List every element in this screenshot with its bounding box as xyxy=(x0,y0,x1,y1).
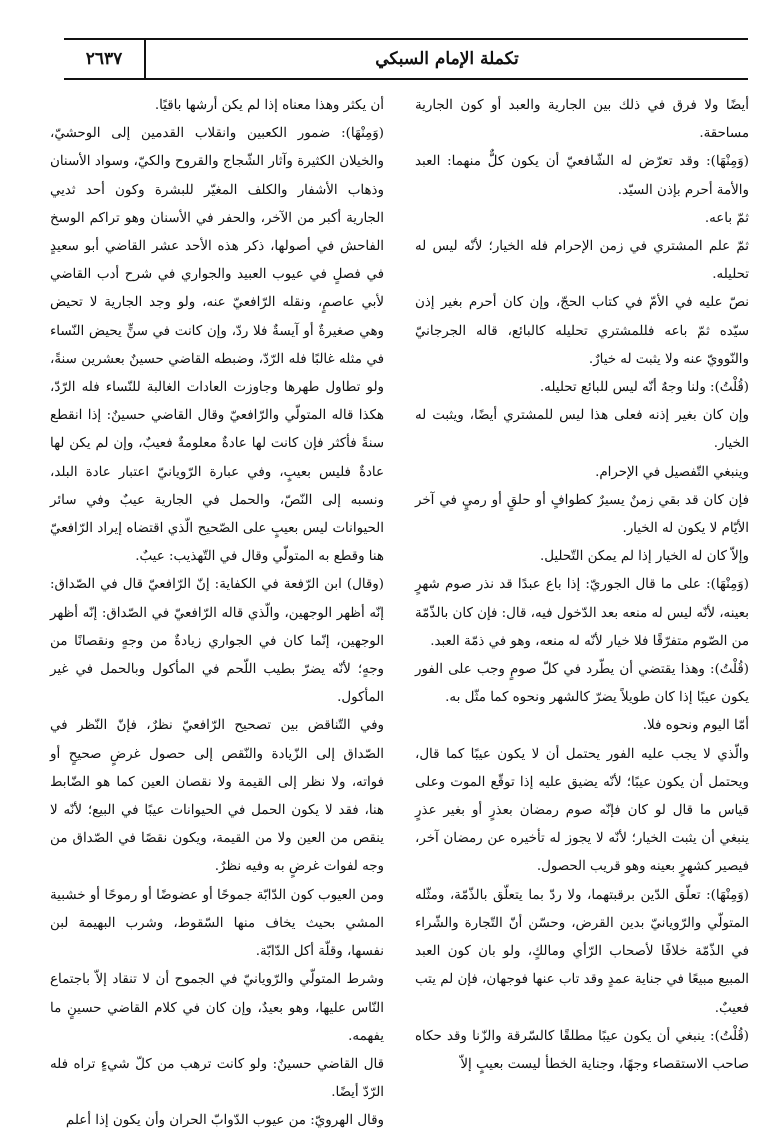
paragraph: قال القاضي حسينٌ: ولو كانت ترهب من كلّ شيءٍ تراه فله الرّدّ أيضًا. xyxy=(50,1056,384,1101)
paragraph: ثمّ باعه. xyxy=(704,210,749,226)
paragraph: فإن كان قد بقي زمنٌ يسيرٌ كطوافٍ أو حلقٍ أو رميٍ في آخر الأيّام لا يكون له الخيار. xyxy=(415,492,749,537)
paragraph: وينبغي التّفصيل في الإحرام. xyxy=(595,464,749,480)
paragraph: (وقال) ابن الرّفعة في الكفاية: إنّ الرّافعيّ قال في الصّداق: إنّه أظهر الوجهين، والّذي قاله الرّافعيّ في الصّداق: إنّه أظهر الوجهين، إنّما كان في الجواري زيادةٌ من وجهٍ ونقصانًا من وجهٍ؛ لأنّه يضرّ بطيب اللّحم في المأكول وبالحمل في غير المأكول. xyxy=(50,577,384,706)
page-number: ٢٦٣٧ xyxy=(85,49,123,69)
right-text-column xyxy=(415,92,749,1087)
paragraph: نصّ عليه في الأمّ في كتاب الحجّ، وإن كان أحرم بغير إذن سيّده ثمّ باعه فللمشتري تحليله كالبائع، قاله الجرجانيّ والنّوويّ عنه ولا يثبت له خيارٌ. xyxy=(415,295,749,367)
paragraph: وفي التّناقض بين تصحيح الرّافعيّ نظرٌ، فإنّ النّظر في الصّداق إلى الزّيادة والنّقص إلى حصول غرضٍ صحيحٍ أو فواته، ولا نظر إلى القيمة ولا نقصان العين كما هو الضّابط هنا، فقد لا يكون الحمل في الحيوانات عيبًا في البيع؛ لأنّه لا ينقص من العين ولا من القيمة، ويكون نقصًا في الصّداق من وجه لفوات غرضٍ به وفيه نظرٌ. xyxy=(50,718,384,875)
paragraph: والّذي لا يجب عليه الفور يحتمل أن لا يكون عيبًا كما قال، ويحتمل أن يكون عيبًا؛ لأنّه يضيق عليه إذا توقّع الموت وعلى قياس ما قال لو كان فإنّه صوم رمضان بعذرٍ أو بغير عذرٍ ينبغي أن يثبت الخيار؛ لأنّه لا يجوز له تأخيره عن رمضان آخر، فيصير كشهرٍ بعينه وهو قريب الحصول. xyxy=(415,746,749,875)
paragraph: (قُلْتُ): ولنا وجهٌ أنّه ليس للبائع تحليله. xyxy=(539,380,749,396)
running-header xyxy=(64,38,748,80)
paragraph: ومن العيوب كون الدّابّة جموحًا أو عضوضًا أو رموحًا أو خشبية المشي بحيث يخاف منها السّقوط، وشرب البهيمة لبن نفسها، وقلّة أكل الدّابّة. xyxy=(50,887,384,960)
paragraph: (قُلْتُ): ينبغي أن يكون عيبًا مطلقًا كالسّرقة والزّنا وقد حكاه صاحب الاستقصاء وجهًا، وجناية الخطأ ليست بعيبٍ إلاّ xyxy=(415,1028,749,1072)
paragraph: (وَمِنْهَا): ضمور الكعبين وانقلاب القدمين إلى الوحشيّ، والخيلان الكثيرة وآثار الشّجاج والقروح والكيّ، وسواد الأسنان وذهاب الأشفار والكلف المغيّر للبشرة وكون أحد ثديي الجارية أكبر من الآخر، والحفر في الأسنان وهو تراكم الوسخ الفاحش في أصولها، ذكر هذه الأحد عشر القاضي أبو سعيدٍ في فصلٍ في عيوب العبيد والجواري في شرح أدب القاضي لأبي عاصمٍ، ونقله الرّافعيّ عنه، ولو وجد الجارية لا تحيض وهي صغيرةٌ أو آيسةٌ فلا ردّ، وإن كانت في سنٍّ يحيض النّساء في مثله غالبًا فله الرّدّ، وضبطه القاضي حسينٌ بعشرين سنةً، ولو تطاول طهرها وجاوزت العادات الغالبة للنّساء فله الرّدّ، هكذا قاله المتولّي والرّافعيّ وقال القاضي حسينٌ: إذا انقطع سنةً فأكثر فإن كانت لها عادةٌ معلومةٌ فعيبٌ، وإن لم يكن لها عادةٌ فليس بعيبٍ، وفي عبارة الرّويانيّ اعتبار عادة البلد، ونسبه إلى النّصّ، والحمل في الجارية عيبٌ وفي سائر الحيوانات ليس بعيبٍ على الصّحيح الّذي اقتضاه إيراد الرّافعيّ هنا وقطع به المتولّي وقال في التّهذيب: عيبٌ. xyxy=(50,126,384,565)
paragraph: ثمّ علم المشتري في زمن الإحرام فله الخيار؛ لأنّه ليس له تحليله. xyxy=(415,239,749,283)
paragraph: أن يكثر وهذا معناه إذا لم يكن أرشها باقيًا. xyxy=(154,98,384,113)
paragraph: وإن كان بغير إذنه فعلى هذا ليس للمشتري أيضًا، ويثبت له الخيار. xyxy=(415,408,749,452)
paragraph: أمّا اليوم ونحوه فلا. xyxy=(642,718,749,734)
paragraph: (قُلْتُ): وهذا يقتضي أن يطّرد في كلّ صومٍ وجب على الفور يكون عيبًا إذا كان طويلاً يضرّ كالشهر ونحوه كما مثّل به. xyxy=(415,662,749,706)
left-text-column xyxy=(50,92,384,1129)
book-title: تكملة الإمام السبكي xyxy=(375,49,519,69)
paragraph: (وَمِنْهَا): وقد تعرّض له الشّافعيّ أن يكون كلٌّ منهما: العبد والأمة أحرم بإذن السيّد. xyxy=(415,154,749,198)
paragraph: وشرط المتولّي والرّويانيّ في الجموح أن لا تنقاد إلاّ باجتماع النّاس عليها، وهو بعيدٌ، وإن كان في كلام القاضي حسينٍ ما يفهمه. xyxy=(50,972,384,1044)
paragraph: وإلاّ كان له الخيار إذا لم يمكن التّحليل. xyxy=(539,549,749,565)
paragraph: أيضًا ولا فرق في ذلك بين الجارية والعبد أو كون الجارية مساحقة. xyxy=(415,98,749,142)
header-divider xyxy=(144,40,146,78)
paragraph: وقال الهرويّ: من عيوب الدّوابّ الحران وأن يكون إذا أعلم xyxy=(65,1113,384,1129)
paragraph: (وَمِنْهَا): تعلّق الدّين برقبتهما، ولا ردّ بما يتعلّق بالذّمّة، ومثّله المتولّي والرّويانيّ بدين القرض، وحسّن أنّ التّجارة والشّراء في الذّمّة خلافًا لأصحاب الرّأي ومالكٍ، ولو بان كون العبد المبيع مبيعًا في جناية عمدٍ وقد تاب عنها فوجهان، فإن لم يتب فعيبٌ. xyxy=(415,887,749,1016)
paragraph: (وَمِنْهَا): على ما قال الجوريّ: إذا باع عبدًا قد نذر صوم شهرٍ بعينه، لأنّه ليس له منعه بعد الدّخول فيه، قال: فإن كان بالذّمّة من الصّوم متفرّقًا فلا خيار لأنّه له منعه، وهو في ذمّة العبد. xyxy=(415,577,749,649)
